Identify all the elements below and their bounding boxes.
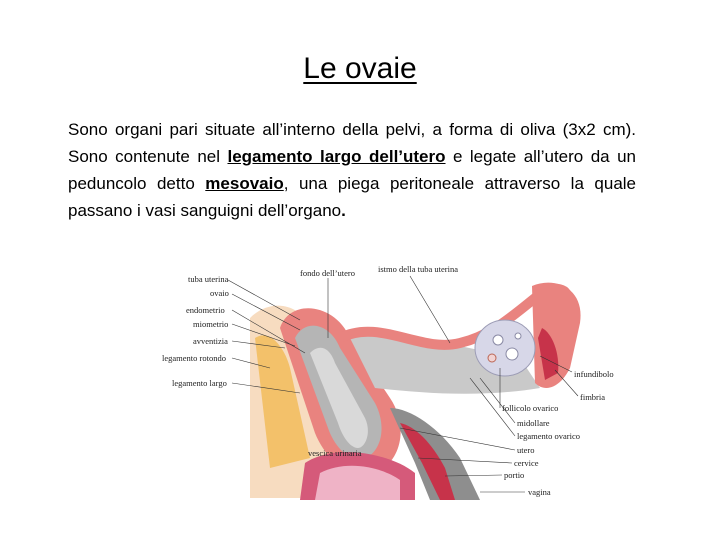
ovary-anatomy-diagram [160,258,640,500]
label-midollare: midollare [517,418,550,428]
label-endometrio: endometrio [186,305,225,315]
follicle-3 [488,354,496,362]
label-vescica-urinaria: vescica urinaria [308,448,362,458]
label-follicolo-ovarico: follicolo ovarico [502,403,559,413]
label-utero: utero [517,445,535,455]
slide-title-text: Le ovaie [303,52,417,85]
paragraph-part-1: Sono organi pari situate all’interno della pelvi, a forma di oliva (3x2 cm). Sono contenute nel [68,120,636,166]
label-cervice: cervice [514,458,539,468]
label-avventizia: avventizia [193,336,228,346]
mesovaio-link[interactable]: mesovaio [205,174,284,193]
paragraph-part-3: , una piega peritoneale attraverso la quale passano i vasi sanguigni dell’organo [68,174,636,220]
label-legamento-rotondo: legamento rotondo [162,353,226,363]
legamento-largo-link[interactable]: legamento largo dell’utero [227,147,446,166]
label-vagina: vagina [528,487,551,497]
label-portio: portio [504,470,525,480]
label-tuba-uterina: tuba uterina [188,274,229,284]
label-fondo-utero: fondo dell’utero [300,268,355,278]
follicle-2 [506,348,518,360]
follicle-1 [493,335,503,345]
label-legamento-largo: legamento largo [172,378,227,388]
slide-paragraph [68,116,636,224]
ovary-shape [475,320,535,376]
label-istmo-tuba: istmo della tuba uterina [378,264,459,274]
label-legamento-ovarico: legamento ovarico [517,431,581,441]
slide-title [0,52,720,86]
paragraph-part-2: e legate all’utero da un peduncolo detto [68,147,636,193]
label-miometrio: miometrio [193,319,229,329]
label-ovaio: ovaio [210,288,229,298]
paragraph-end: . [341,201,346,220]
label-infundibolo: infundibolo [574,369,614,379]
label-fimbria: fimbria [580,392,606,402]
follicle-4 [515,333,521,339]
